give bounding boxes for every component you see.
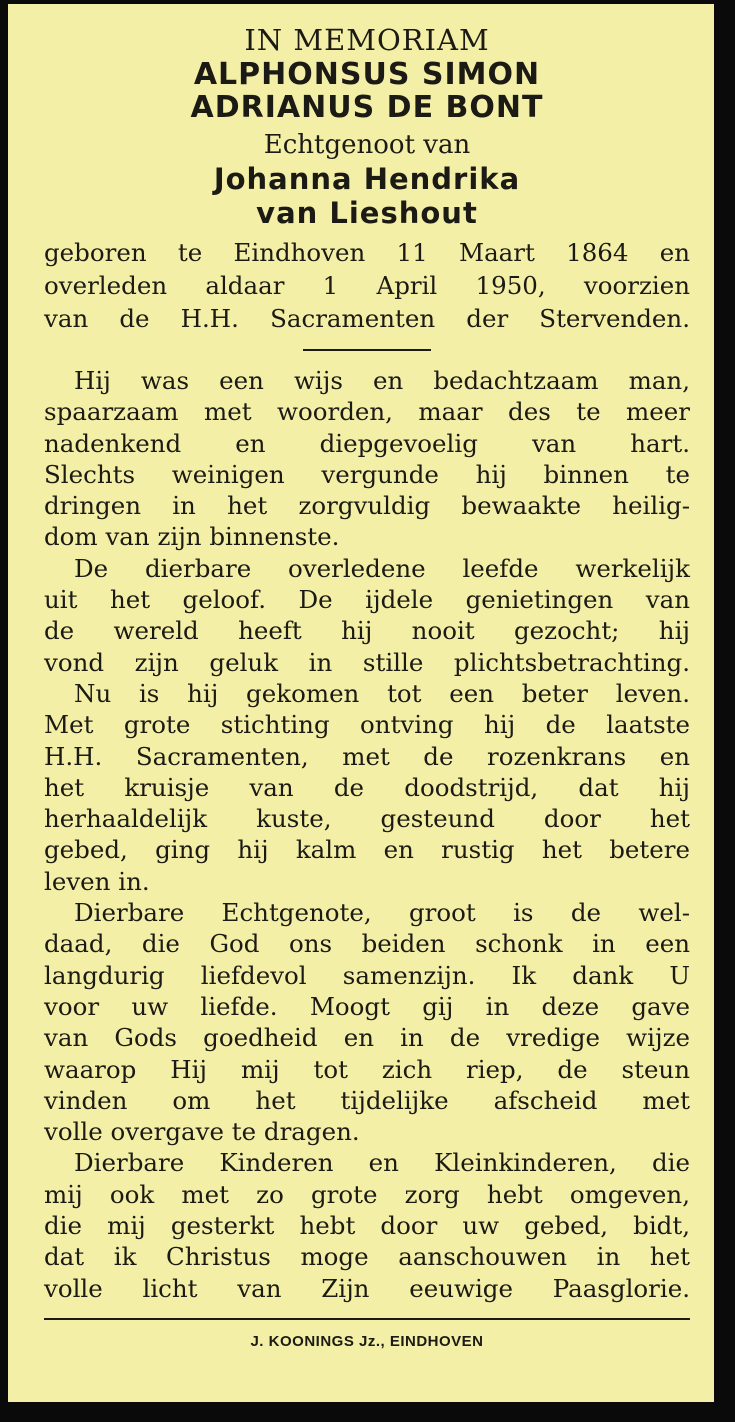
text-line: voor uw liefde. Moogt gij in deze gave	[44, 991, 690, 1021]
birth-line: geboren te Eindhoven 11 Maart 1864 en	[44, 238, 690, 267]
death-line: overleden aldaar 1 April 1950, voorzien	[44, 271, 690, 300]
text-line: mij ook met zo grote zorg hebt omgeven,	[44, 1179, 690, 1209]
deceased-name-line-2: ADRIANUS DE BONT	[190, 90, 544, 125]
text-line: die mij gesterkt hebt door uw gebed, bidt,	[44, 1211, 690, 1241]
text-line: Met grote stichting ontving hij de laatste	[44, 710, 690, 740]
bottom-divider	[44, 1318, 690, 1320]
spouse-of-label: Echtgenoot van	[263, 130, 471, 160]
text-line: leven in.	[44, 866, 150, 896]
birth-death-details	[44, 236, 690, 335]
text-line: vond zijn geluk in stille plichtsbetrachting.	[44, 647, 690, 677]
sacraments-line: van de H.H. Sacramenten der Stervenden.	[44, 304, 690, 333]
text-line: langdurig liefdevol samenzijn. Ik dank U	[44, 960, 690, 990]
text-line: gebed, ging hij kalm en rustig het betere	[44, 835, 690, 865]
spouse-name-line-2: van Lieshout	[256, 196, 478, 230]
text-line: volle overgave te dragen.	[44, 1117, 360, 1147]
text-line: Dierbare Echtgenote, groot is de wel-	[74, 898, 690, 928]
printer-credit: J. KOONINGS Jz., EINDHOVEN	[250, 1332, 484, 1350]
text-line: de wereld heeft hij nooit gezocht; hij	[44, 616, 690, 646]
text-line: dat ik Christus moge aanschouwen in het	[44, 1242, 690, 1272]
text-line: Slechts weinigen vergunde hij binnen te	[44, 459, 690, 489]
text-line: spaarzaam met woorden, maar des te meer	[44, 397, 690, 427]
spouse-name-line-1: Johanna Hendrika	[213, 162, 521, 196]
text-line: uit het geloof. De ijdele genietingen van	[44, 585, 690, 615]
memorial-text	[44, 365, 690, 1304]
text-line: De dierbare overledene leefde werkelijk	[74, 553, 690, 583]
text-line: dom van zijn binnenste.	[44, 522, 340, 552]
text-line: Hij was een wijs en bedachtzaam man,	[74, 366, 690, 395]
text-line: vinden om het tijdelijke afscheid met	[44, 1085, 690, 1115]
text-line: dringen in het zorgvuldig bewaakte heilig-	[44, 491, 690, 521]
text-line: van Gods goedheid en in de vredige wijze	[44, 1023, 690, 1053]
memorial-card	[8, 4, 714, 1402]
card-title: IN MEMORIAM	[244, 23, 490, 57]
text-line: waarop Hij mij tot zich riep, de steun	[44, 1054, 690, 1084]
text-line: H.H. Sacramenten, met de rozenkrans en	[44, 741, 690, 771]
text-line: daad, die God ons beiden schonk in een	[44, 929, 690, 959]
short-divider	[303, 349, 431, 351]
deceased-name-line-1: ALPHONSUS SIMON	[193, 57, 541, 92]
text-line: Nu is hij gekomen tot een beter leven.	[74, 678, 690, 708]
text-line: het kruisje van de doodstrijd, dat hij	[44, 772, 690, 802]
text-line: nadenkend en diepgevoelig van hart.	[44, 428, 690, 458]
text-line: volle licht van Zijn eeuwige Paasglorie.	[44, 1273, 690, 1303]
text-line: Dierbare Kinderen en Kleinkinderen, die	[74, 1148, 690, 1178]
text-line: herhaaldelijk kuste, gesteund door het	[44, 804, 690, 834]
